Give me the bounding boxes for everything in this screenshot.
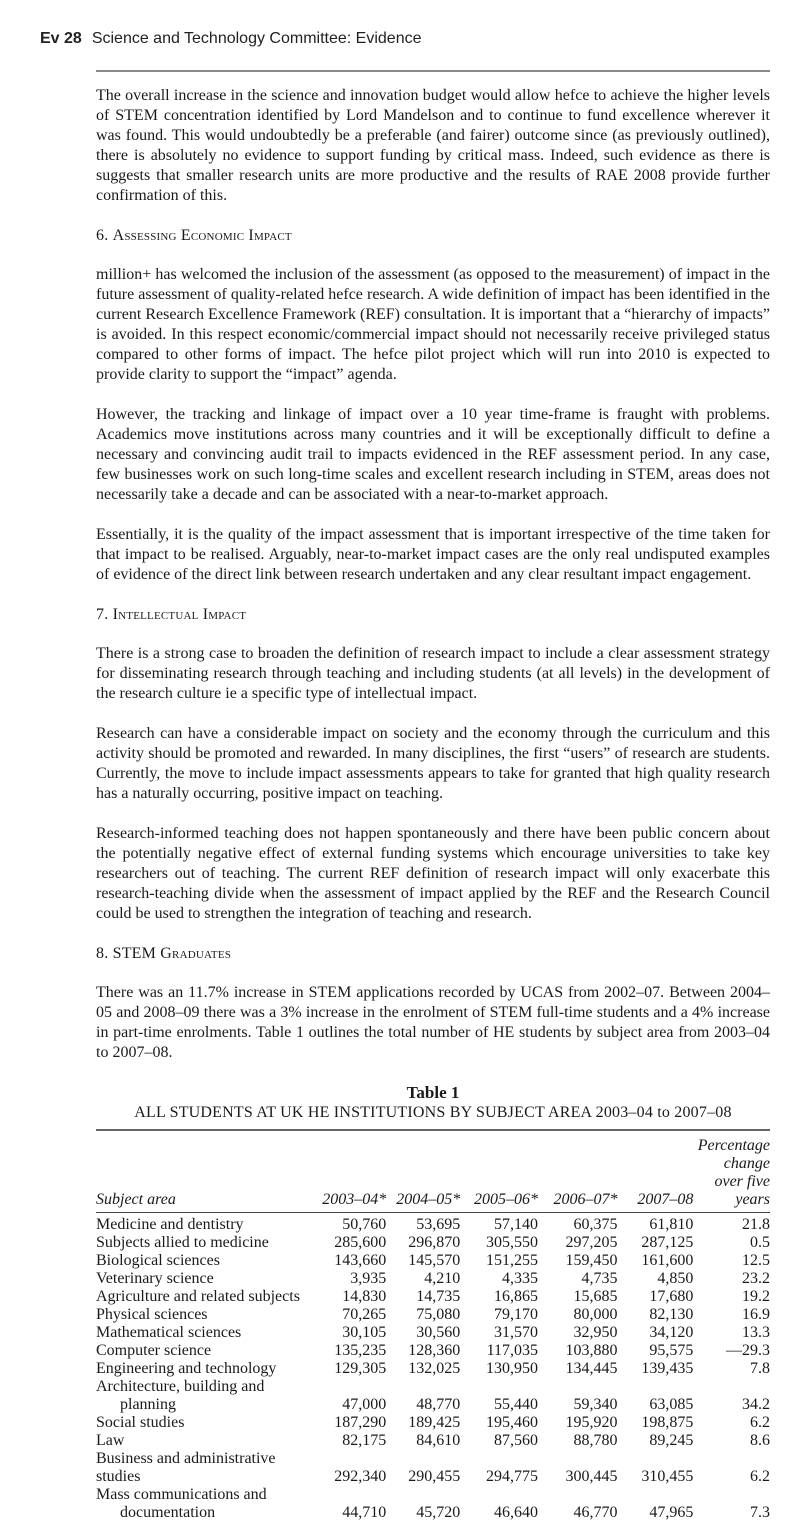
- section-title: Intellectual Impact: [113, 606, 247, 623]
- table-row: [96, 1252, 770, 1270]
- table-row: [96, 1432, 770, 1450]
- value-cell: 296,870: [386, 1234, 460, 1252]
- column-header: Percentage change over five years: [693, 1137, 770, 1213]
- value-cell: 134,445: [538, 1360, 618, 1378]
- value-cell: 88,780: [538, 1432, 618, 1450]
- subject-line: planning: [96, 1396, 315, 1414]
- value-cell: 297,205: [538, 1234, 618, 1252]
- value-cell: 80,000: [538, 1306, 618, 1324]
- subject-cell: [96, 1306, 315, 1324]
- subject-line: Medicine and dentistry: [96, 1216, 315, 1234]
- table-row: [96, 1288, 770, 1306]
- value-cell: 128,360: [386, 1342, 460, 1360]
- running-head: [40, 30, 421, 48]
- value-cell: 161,600: [618, 1252, 694, 1270]
- value-cell: 13.3: [693, 1324, 770, 1342]
- value-cell: 59,340: [538, 1378, 618, 1414]
- value-cell: 3,935: [315, 1270, 386, 1288]
- table-header-row: [96, 1137, 770, 1213]
- value-cell: 287,125: [618, 1234, 694, 1252]
- section-title: Assessing Economic Impact: [113, 227, 292, 244]
- value-cell: 135,235: [315, 1342, 386, 1360]
- subject-line: Architecture, building and: [96, 1378, 315, 1396]
- value-cell: 87,560: [460, 1432, 538, 1450]
- value-cell: 47,000: [315, 1378, 386, 1414]
- table-row: [96, 1486, 770, 1522]
- value-cell: 292,340: [315, 1450, 386, 1486]
- value-cell: 82,175: [315, 1432, 386, 1450]
- table-row: [96, 1342, 770, 1360]
- value-cell: 151,255: [460, 1252, 538, 1270]
- subject-cell: [96, 1342, 315, 1360]
- subject-cell: [96, 1324, 315, 1342]
- subject-cell: [96, 1288, 315, 1306]
- value-cell: 103,880: [538, 1342, 618, 1360]
- value-cell: 23.2: [693, 1270, 770, 1288]
- value-cell: 53,695: [386, 1213, 460, 1235]
- value-cell: 132,025: [386, 1360, 460, 1378]
- section-number: 8.: [96, 945, 113, 962]
- table-row: [96, 1234, 770, 1252]
- subject-cell: [96, 1360, 315, 1378]
- section-paragraph: There was an 11.7% increase in STEM applications recorded by UCAS from 2002–07. Between 2004–05 and 2008–09 there was a 3% increase in the enrolment of STEM full-time students and a 4% increase in part-time enrolments. Table 1 outlines the total number of HE students by subject area from 2003–04 to 2007–08.: [96, 983, 770, 1063]
- value-cell: 195,460: [460, 1414, 538, 1432]
- table-row: [96, 1378, 770, 1414]
- subject-cell: [96, 1450, 315, 1486]
- value-cell: 15,685: [538, 1288, 618, 1306]
- table-row: [96, 1324, 770, 1342]
- section-heading: [96, 226, 770, 246]
- value-cell: 47,965: [618, 1486, 694, 1522]
- value-cell: 61,810: [618, 1213, 694, 1235]
- section-number: 6.: [96, 227, 113, 244]
- value-cell: 16,865: [460, 1288, 538, 1306]
- subject-line: documentation: [96, 1504, 315, 1522]
- subject-line: Mass communications and: [96, 1486, 315, 1504]
- section-title: STEM Graduates: [113, 945, 231, 962]
- value-cell: 34,120: [618, 1324, 694, 1342]
- value-cell: 145,570: [386, 1252, 460, 1270]
- value-cell: 55,440: [460, 1378, 538, 1414]
- value-cell: 195,920: [538, 1414, 618, 1432]
- value-cell: 6.2: [693, 1414, 770, 1432]
- value-cell: 19.2: [693, 1288, 770, 1306]
- value-cell: 50,760: [315, 1213, 386, 1235]
- value-cell: 6.2: [693, 1450, 770, 1486]
- sections: [96, 226, 770, 1063]
- value-cell: 117,035: [460, 1342, 538, 1360]
- value-cell: 7.8: [693, 1360, 770, 1378]
- table-row: [96, 1360, 770, 1378]
- table-row: [96, 1270, 770, 1288]
- value-cell: 0.5: [693, 1234, 770, 1252]
- subject-line: Agriculture and related subjects: [96, 1288, 315, 1306]
- value-cell: 305,550: [460, 1234, 538, 1252]
- value-cell: 8.6: [693, 1432, 770, 1450]
- value-cell: 159,450: [538, 1252, 618, 1270]
- value-cell: 7.3: [693, 1486, 770, 1522]
- table-1: [96, 1083, 770, 1522]
- subject-line: Veterinary science: [96, 1270, 315, 1288]
- value-cell: 84,610: [386, 1432, 460, 1450]
- table-row: [96, 1450, 770, 1486]
- value-cell: 4,850: [618, 1270, 694, 1288]
- value-cell: 300,445: [538, 1450, 618, 1486]
- table-body: [96, 1213, 770, 1522]
- column-header: 2004–05*: [386, 1137, 460, 1213]
- value-cell: 95,575: [618, 1342, 694, 1360]
- value-cell: 4,335: [460, 1270, 538, 1288]
- value-cell: 4,210: [386, 1270, 460, 1288]
- subject-cell: [96, 1213, 315, 1235]
- subject-line: Mathematical sciences: [96, 1324, 315, 1342]
- section-paragraph: However, the tracking and linkage of impact over a 10 year time-frame is fraught with problems. Academics move institutions across many countries and it will be exceptionally difficult to define a necessary and convincing audit trail to impacts evidenced in the REF assessment period. In any case, few businesses work on such long-time scales and excellent research including in STEM, areas does not necessarily take a decade and can be associated with a near-to-market approach.: [96, 405, 770, 505]
- column-header-subject: Subject area: [96, 1137, 315, 1213]
- section-paragraph: Essentially, it is the quality of the impact assessment that is important irrespective of the time taken for that impact to be realised. Arguably, near-to-market impact cases are the only real undisputed examples of evidence of the direct link between research undertaken and any clear resultant impact engagement.: [96, 525, 770, 585]
- column-header: 2003–04*: [315, 1137, 386, 1213]
- subject-cell: [96, 1270, 315, 1288]
- section-paragraph: There is a strong case to broaden the definition of research impact to include a clear assessment strategy for disseminating research through teaching and including students (at all levels) in the development of the research culture ie a specific type of intellectual impact.: [96, 644, 770, 704]
- value-cell: 21.8: [693, 1213, 770, 1235]
- table-label: Table 1: [96, 1083, 770, 1103]
- subject-line: Engineering and technology: [96, 1360, 315, 1378]
- section-number: 7.: [96, 606, 113, 623]
- subject-line: Biological sciences: [96, 1252, 315, 1270]
- subject-line: Social studies: [96, 1414, 315, 1432]
- subject-line: Physical sciences: [96, 1306, 315, 1324]
- value-cell: —29.3: [693, 1342, 770, 1360]
- column-header: 2005–06*: [460, 1137, 538, 1213]
- value-cell: 143,660: [315, 1252, 386, 1270]
- value-cell: 34.2: [693, 1378, 770, 1414]
- value-cell: 60,375: [538, 1213, 618, 1235]
- section-heading: [96, 944, 770, 964]
- value-cell: 14,830: [315, 1288, 386, 1306]
- value-cell: 32,950: [538, 1324, 618, 1342]
- subject-cell: [96, 1414, 315, 1432]
- table-title: ALL STUDENTS AT UK HE INSTITUTIONS BY SUBJECT AREA 2003–04 to 2007–08: [96, 1103, 770, 1123]
- running-title: Science and Technology Committee: Evidence: [92, 30, 422, 47]
- table-row: [96, 1414, 770, 1432]
- document-body: [96, 86, 770, 1522]
- value-cell: 31,570: [460, 1324, 538, 1342]
- column-header: 2007–08: [618, 1137, 694, 1213]
- value-cell: 75,080: [386, 1306, 460, 1324]
- value-cell: 17,680: [618, 1288, 694, 1306]
- value-cell: 290,455: [386, 1450, 460, 1486]
- section-heading: [96, 605, 770, 625]
- value-cell: 46,640: [460, 1486, 538, 1522]
- subject-cell: [96, 1486, 315, 1522]
- header-rule: [96, 70, 770, 72]
- value-cell: 57,140: [460, 1213, 538, 1235]
- page-number: Ev 28: [40, 30, 82, 47]
- students-table: [96, 1137, 770, 1522]
- column-header: 2006–07*: [538, 1137, 618, 1213]
- value-cell: 30,560: [386, 1324, 460, 1342]
- subject-cell: [96, 1234, 315, 1252]
- intro-paragraph: The overall increase in the science and innovation budget would allow hefce to achieve the higher levels of STEM concentration identified by Lord Mandelson and to continue to fund excellence wherever it was found. This would undoubtedly be a preferable (and fairer) outcome since (as previously outlined), there is absolutely no evidence to support funding by critical mass. Indeed, such evidence as there is suggests that smaller research units are more productive and the results of RAE 2008 provide further confirmation of this.: [96, 86, 770, 206]
- subject-cell: [96, 1252, 315, 1270]
- value-cell: 12.5: [693, 1252, 770, 1270]
- subject-line: Subjects allied to medicine: [96, 1234, 315, 1252]
- subject-line: Business and administrative studies: [96, 1450, 315, 1486]
- value-cell: 129,305: [315, 1360, 386, 1378]
- subject-line: Law: [96, 1432, 315, 1450]
- value-cell: 82,130: [618, 1306, 694, 1324]
- value-cell: 285,600: [315, 1234, 386, 1252]
- value-cell: 45,720: [386, 1486, 460, 1522]
- table-top-rule: [96, 1129, 770, 1131]
- section-paragraph: Research can have a considerable impact on society and the economy through the curriculum and this activity should be promoted and rewarded. In many disciplines, the first “users” of research are students. Currently, the move to include impact assessments appears to take for granted that high quality research has a naturally occurring, positive impact on teaching.: [96, 724, 770, 804]
- value-cell: 130,950: [460, 1360, 538, 1378]
- table-row: [96, 1306, 770, 1324]
- value-cell: 187,290: [315, 1414, 386, 1432]
- value-cell: 16.9: [693, 1306, 770, 1324]
- value-cell: 198,875: [618, 1414, 694, 1432]
- value-cell: 310,455: [618, 1450, 694, 1486]
- value-cell: 46,770: [538, 1486, 618, 1522]
- value-cell: 189,425: [386, 1414, 460, 1432]
- value-cell: 79,170: [460, 1306, 538, 1324]
- subject-line: Computer science: [96, 1342, 315, 1360]
- section-paragraph: million+ has welcomed the inclusion of the assessment (as opposed to the measurement) of impact in the future assessment of quality-related hefce research. A wide definition of impact has been identified in the current Research Excellence Framework (REF) consultation. It is important that a “hierarchy of impacts” is avoided. In this respect economic/commercial impact should not necessarily receive privileged status compared to other forms of impact. The hefce pilot project which will run into 2010 is expected to provide clarity to support the “impact” agenda.: [96, 265, 770, 385]
- value-cell: 89,245: [618, 1432, 694, 1450]
- value-cell: 4,735: [538, 1270, 618, 1288]
- value-cell: 14,735: [386, 1288, 460, 1306]
- table-row: [96, 1213, 770, 1235]
- value-cell: 294,775: [460, 1450, 538, 1486]
- value-cell: 30,105: [315, 1324, 386, 1342]
- subject-cell: [96, 1432, 315, 1450]
- subject-cell: [96, 1378, 315, 1414]
- value-cell: 48,770: [386, 1378, 460, 1414]
- value-cell: 70,265: [315, 1306, 386, 1324]
- value-cell: 139,435: [618, 1360, 694, 1378]
- value-cell: 63,085: [618, 1378, 694, 1414]
- value-cell: 44,710: [315, 1486, 386, 1522]
- section-paragraph: Research-informed teaching does not happen spontaneously and there have been public concern about the potentially negative effect of external funding systems which encourage universities to take key researchers out of teaching. The current REF definition of research impact will only exacerbate this research-teaching divide when the assessment of impact applied by the REF and the Research Council could be used to strengthen the integration of teaching and research.: [96, 824, 770, 924]
